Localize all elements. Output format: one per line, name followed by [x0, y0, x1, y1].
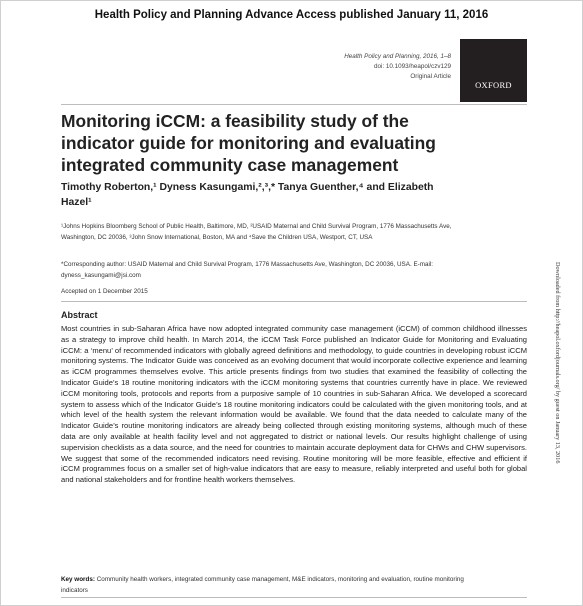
download-side-note — [553, 262, 563, 512]
abstract-divider-top — [61, 301, 527, 302]
oxford-logo-text: OXFORD — [475, 80, 512, 90]
download-side-note-text[interactable]: Downloaded from http://heapol.oxfordjournals.org/ by guest on January 13, 2016 — [554, 262, 561, 464]
author-list: Timothy Roberton,¹ Dyness Kasungami,²,³,* Tanya Guenther,⁴ and Elizabeth Hazel¹ — [61, 182, 434, 208]
journal-meta — [231, 52, 451, 82]
keywords-list: Community health workers, integrated community case management, M&E indicators, monitoring and evaluation, routine monitoring indicators — [61, 576, 464, 594]
abstract-divider-bottom — [61, 597, 527, 598]
article-type: Original Article — [410, 73, 451, 80]
advance-access-banner: Health Policy and Planning Advance Access published January 11, 2016 — [94, 9, 489, 21]
accepted-date: Accepted on 1 December 2015 — [61, 288, 148, 295]
header-divider — [61, 104, 527, 105]
corresponding-author: *Corresponding author: USAID Maternal and Child Survival Program, 1776 Massachusetts Ave, Washington, DC 20036, USA. E-mail: dyness_kasungami@jsi.com — [61, 261, 434, 279]
oxford-logo — [460, 39, 527, 102]
doi[interactable]: doi: 10.1093/heapol/czv129 — [373, 63, 451, 70]
affiliations: ¹Johns Hopkins Bloomberg School of Public Health, Baltimore, MD, ²USAID Maternal and Child Survival Program, 1776 Massachusetts Ave, Washington, DC 20036, ³John Snow International, Boston, MA and ⁴Save the Children USA, Westport, CT, USA — [61, 223, 452, 241]
article-title: Monitoring iCCM: a feasibility study of the indicator guide for monitoring and evaluating integrated community case management — [61, 111, 436, 175]
journal-citation: Health Policy and Planning, 2016, 1–8 — [344, 53, 451, 60]
abstract-text: Most countries in sub-Saharan Africa have now adopted integrated community case management (iCCM) of common childhood illnesses as a strategy to improve child health. In March 2014, the iCCM Task Force published an Indicator Guide for Monitoring and Evaluating iCCM: a ‘menu’ of recommended indicators with globally agreed definitions and methodology, to guide countries in developing robust iCCM monitoring systems. The Indicator Guide was conceived as an evolving document that would incorporate collective experience and learning as iCCM programmes themselves evolve. This article presents findings from two studies that examined the feasibility of collecting the Indicator Guide’s 18 routine monitoring indicators with the iCCM monitoring systems that countries currently have in place. We reviewed iCCM monitoring tools, protocols and reports from a purposive sample of 10 countries in sub-Saharan Africa. We developed a scorecard system to assess which of the Indicator Guide’s 18 routine monitoring indicators could be calculated with the given monitoring tools, and at which level of the health system the relevant information would be available. We found that the data needed to calculate many of the Indicator Guide’s routine monitoring indicators are already being collected through existing monitoring systems, although much of these data are only available at health facility level and not aggregated to district or national levels. Our results highlight challenge of using supervision checklists as a data source, and the need for countries to maintain accurate deployment data for CHWs and CHW supervisors. We suggest that some of the recommended indicators need revising. Routine monitoring will be more feasible, effective and efficient if iCCM programmes focus on a smaller set of high-value indicators that are easy to measure, reliably interpreted and useful both for global and national stakeholders and for frontline health workers themselves. — [61, 324, 527, 485]
abstract-heading: Abstract — [61, 310, 98, 320]
keywords — [61, 574, 491, 596]
keywords-label: Key words: — [61, 576, 95, 583]
